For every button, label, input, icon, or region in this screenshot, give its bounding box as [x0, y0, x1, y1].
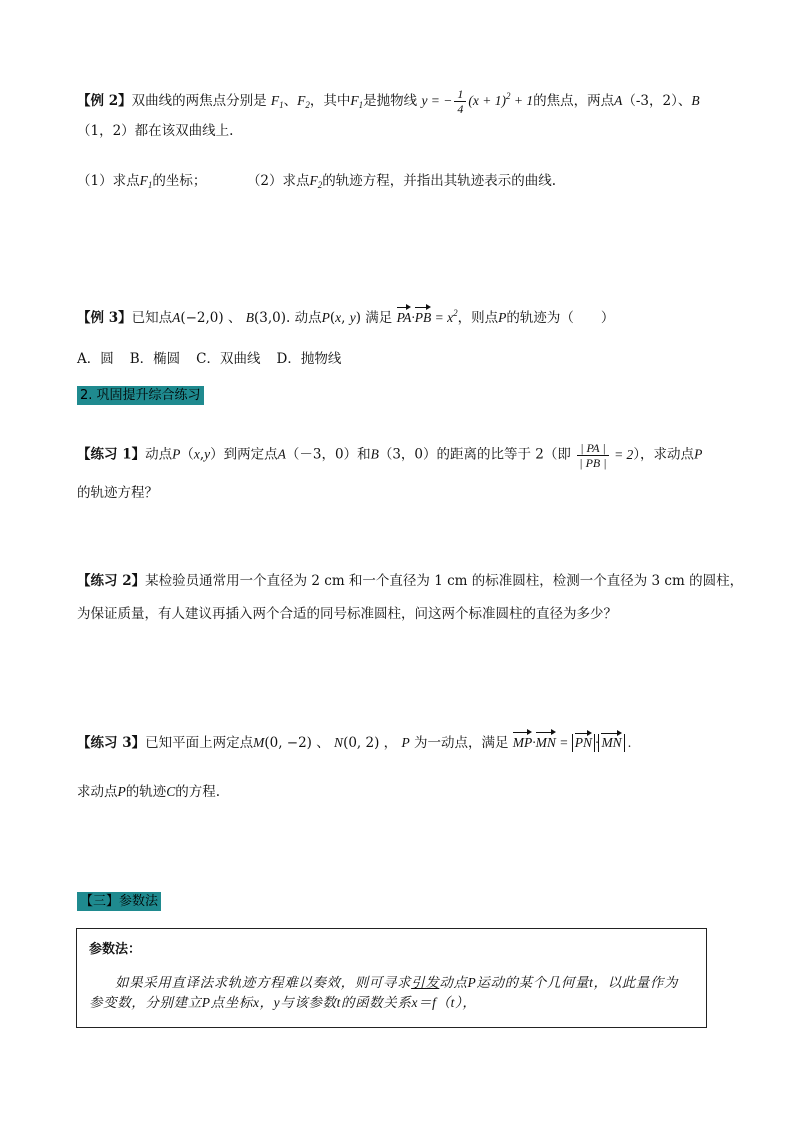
practice-1-label: 【练习 1】	[77, 446, 146, 463]
practice-1-line-1: 【练习 1】动点P（x,y）到两定点A（－3，0）和B（3，0）的距离的比等于 2（即 $\frac{| PA |}{| PB |}$ = 2），求动点P	[77, 441, 703, 470]
example-2-line-1: 【例 2】双曲线的两焦点分别是 $F_1$、$F_2$，其中$F_1$是抛物线 y = − $\frac{1}{4}$ $(x + 1)^2 + 1$的焦点，两点A（-3，2）、B	[77, 87, 700, 117]
vector-equation: MP·MN = PN · MN .	[513, 735, 632, 750]
box-paragraph: 如果采用直译法求轨迹方程难以奏效，则可寻求引发动点P运动的某个几何量t，以此量作为参变数，分别建立P点坐标x，y与该参数t的函数关系x＝f（t），	[89, 975, 679, 1010]
vector-condition: $PA\cdot PB = x^2$	[397, 310, 458, 325]
option-d: D．抛物线	[276, 351, 342, 367]
section-2-heading: 2. 巩固提升综合练习	[77, 386, 204, 405]
option-c: C．双曲线	[196, 351, 261, 367]
practice-3-line-1: 【练习 3】已知平面上两定点M(0, −2) 、 N(0, 2) ， P 为一动点，满足 MP·MN = PN · MN .	[77, 735, 632, 751]
practice-3-line-2: 求动点P的轨迹C的方程.	[77, 784, 221, 800]
example-3-options	[77, 349, 341, 369]
option-b: B．椭圆	[129, 351, 181, 367]
parameter-method-box	[76, 928, 707, 1028]
option-a: A．圆	[77, 351, 114, 367]
example-2-line-2: （1，2）都在该双曲线上.	[77, 123, 234, 139]
example-3-line-1: 【例 3】已知点A(−2,0) 、 B(3,0). 动点P(x, y) 满足 $PA\cdot PB = x^2$，则点P的轨迹为（ ）	[77, 308, 615, 326]
practice-1-line-2: 的轨迹方程？	[77, 485, 158, 501]
practice-2-line-2: 为保证质量，有人建议再插入两个合适的同号标准圆柱，问这两个标准圆柱的直径为多少？	[77, 606, 617, 622]
practice-2-line-1: 【练习 2】某检验员通常用一个直径为 2 cm 和一个直径为 1 cm 的标准圆柱，检测一个直径为 3 cm 的圆柱，	[77, 573, 744, 589]
practice-2-label: 【练习 2】	[77, 573, 146, 589]
example-2-questions: （1）求点$F_1$的坐标； （2）求点$F_2$的轨迹方程，并指出其轨迹表示的曲线.	[77, 173, 557, 190]
practice-3-label: 【练习 3】	[77, 735, 146, 751]
example-2-label: 【例 2】	[77, 93, 132, 109]
box-title: 参数法：	[89, 942, 142, 957]
math-F1: $F_1$	[270, 93, 284, 110]
math-F2: $F_2$	[297, 93, 310, 110]
section-3-heading: 【三】参数法	[77, 892, 161, 911]
parabola-equation: y = − $\frac{1}{4}$ $(x + 1)^2 + 1$	[421, 87, 534, 117]
distance-ratio: $\frac{| PA |}{| PB |}$ = 2	[575, 447, 633, 462]
example-3-label: 【例 3】	[77, 310, 132, 326]
